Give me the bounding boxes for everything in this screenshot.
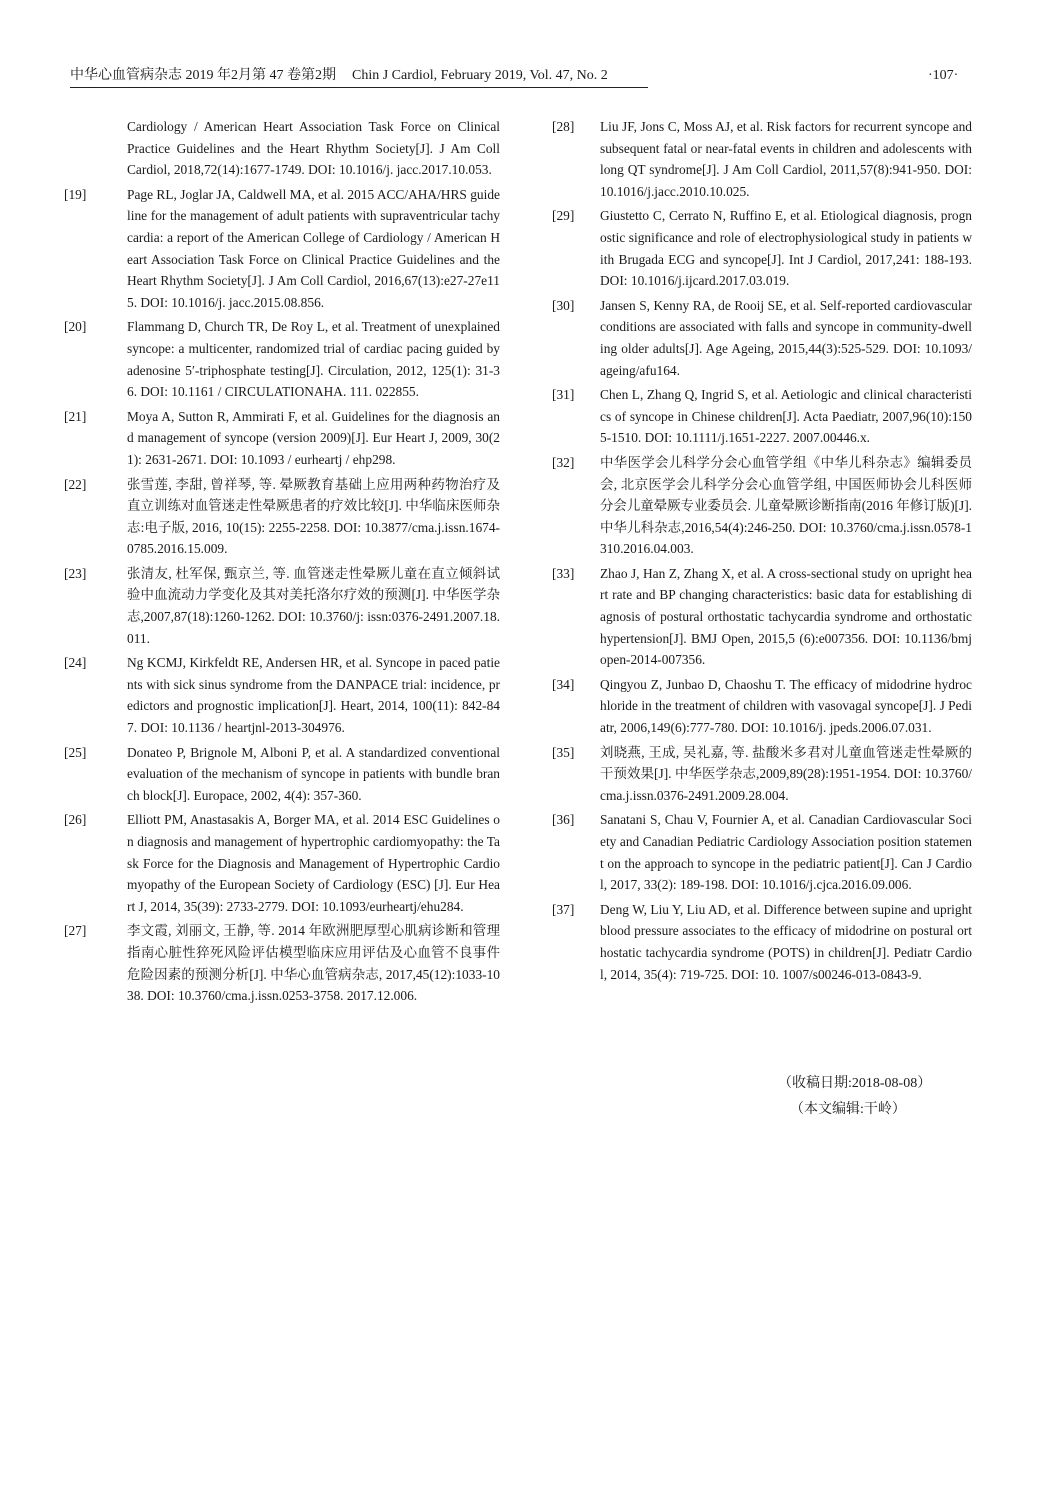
reference-number: [28]: [552, 119, 575, 134]
reference-text: Giustetto C, Cerrato N, Ruffino E, et al. Etiological diagnosis, prognostic significance and role of electrophysiological study in patients with Brugada ECG and syncope[J]. Int J Cardiol, 2017,241: 188-193. DOI: 10.1016/j.ijcard.2017.03.019.: [600, 208, 972, 289]
reference-text: Flammang D, Church TR, De Roy L, et al. Treatment of unexplained syncope: a multicenter, randomized trial of cardiac pacing guided by adenosine 5′-triphosphate testing[J]. Circulation, 2012, 125(1): 31-36. DOI: 10.1161 / CIRCULATIONAHA. 111. 022855.: [127, 319, 500, 400]
reference-number: [20]: [64, 319, 87, 335]
reference-item: [64, 563, 500, 649]
reference-number: [29]: [552, 208, 575, 224]
reference-number: [19]: [64, 186, 87, 202]
reference-text: Elliott PM, Anastasakis A, Borger MA, et al. 2014 ESC Guidelines on diagnosis and management of hypertrophic cardiomyopathy: the Task Force for the Diagnosis and Management of Hypertrophic Cardiomyopathy of the European Society of Cardiology (ESC) [J]. Eur Heart J, 2014, 35(39): 2733-2779. DOI: 10.1093/eurheartj/ehu284.: [127, 812, 500, 914]
reference-text: Zhao J, Han Z, Zhang X, et al. A cross-sectional study on upright heart rate and BP changing characteristics: basic data for establishing diagnosis of postural orthostatic tachycardia syndrome and orthostatic hypertension[J]. BMJ Open, 2015,5 (6):e007356. DOI: 10.1136/bmjopen-2014-007356.: [600, 565, 972, 668]
reference-column-right: [552, 116, 972, 985]
reference-text: 刘晓燕, 王成, 吴礼嘉, 等. 盐酸米多君对儿童血管迷走性晕厥的干预效果[J]. 中华医学杂志,2009,89(28):1951-1954. DOI: 10.3760/cma.j.issn.0376-2491.2009.28.004.: [600, 744, 972, 803]
reference-text: 张清友, 杜军保, 甄京兰, 等. 血管迷走性晕厥儿童在直立倾斜试验中血流动力学变化及其对美托洛尔疗效的预测[J]. 中华医学杂志,2007,87(18):1260-1262. DOI: 10.3760/j: issn:0376-2491.2007.18.011.: [127, 565, 500, 646]
reference-item: [552, 452, 972, 560]
reference-item: [64, 316, 500, 402]
reference-item: [552, 563, 972, 671]
reference-text: Deng W, Liu Y, Liu AD, et al. Difference between supine and upright blood pressure associates to the efficacy of midodrine on postural orthostatic tachycardia syndrome (POTS) in children[J]. Pediatr Cardiol, 2014, 35(4): 719-725. DOI: 10. 1007/s00246-013-0843-9.: [600, 901, 972, 982]
article-editor: （本文编辑:干岭）: [790, 1102, 906, 1117]
reference-number: [32]: [552, 454, 575, 470]
reference-text: 张雪莲, 李甜, 曾祥琴, 等. 晕厥教育基础上应用两种药物治疗及直立训练对血管迷走性晕厥患者的疗效比较[J]. 中华临床医师杂志:电子版, 2016, 10(15): 2255-2258. DOI: 10.3877/cma.j.issn.1674-0785.2016.15.009.: [127, 476, 500, 557]
reference-number: [33]: [552, 565, 575, 581]
reference-number: [27]: [64, 923, 87, 939]
reference-number: [36]: [552, 812, 575, 828]
reference-item: [64, 116, 500, 181]
reference-text: Moya A, Sutton R, Ammirati F, et al. Guidelines for the diagnosis and management of syncope (version 2009)[J]. Eur Heart J, 2009, 30(21): 2631-2671. DOI: 10.1093 / eurheartj / ehp298.: [127, 408, 500, 467]
reference-item: [64, 809, 500, 917]
reference-number: [22]: [64, 476, 87, 492]
reference-number: [21]: [64, 408, 87, 424]
reference-item: [64, 474, 500, 560]
received-date: （收稿日期:2018-08-08）: [778, 1076, 932, 1091]
reference-text: Qingyou Z, Junbao D, Chaoshu T. The efficacy of midodrine hydrochloride in the treatment of children with vasovagal syncope[J]. J Pediatr, 2006,149(6):777-780. DOI: 10.1016/j. jpeds.2006.07.031.: [600, 676, 972, 736]
reference-item: [64, 652, 500, 738]
reference-number: [35]: [552, 744, 575, 760]
reference-item: [64, 406, 500, 471]
reference-item: [552, 295, 972, 381]
reference-number: [37]: [552, 901, 575, 917]
reference-text: 李文霞, 刘丽文, 王静, 等. 2014 年欧洲肥厚型心肌病诊断和管理指南心脏性猝死风险评估模型临床应用评估及心血管不良事件危险因素的预测分析[J]. 中华心血管病杂志, 2017,45(12):1033-1038. DOI: 10.3760/cma.j.issn.0253-3758. 2017.12.006.: [127, 923, 500, 1004]
reference-item: [64, 742, 500, 807]
journal-title-cn: 中华心血管病杂志 2019 年2月第 47 卷第2期: [70, 68, 336, 83]
page-number: ·107·: [928, 68, 959, 83]
reference-text: Ng KCMJ, Kirkfeldt RE, Andersen HR, et al. Syncope in paced patients with sick sinus syndrome from the DANPACE trial: incidence, predictors and prognostic implication[J]. Heart, 2014, 100(11): 842-847. DOI: 10.1136 / heartjnl-2013-304976.: [127, 655, 500, 736]
running-header: [70, 66, 648, 88]
reference-number: [26]: [64, 812, 87, 828]
reference-item: [552, 384, 972, 449]
reference-text: Page RL, Joglar JA, Caldwell MA, et al. 2015 ACC/AHA/HRS guideline for the management of adult patients with supraventricular tachycardia: a report of the American College of Cardiology / American Heart Association Task Force on Clinical Practice Guidelines and the Heart Rhythm Society[J]. J Am Coll Cardiol, 2016,67(13):e27-27e115. DOI: 10.1016/j. jacc.2015.08.856.: [127, 186, 500, 310]
reference-text: Sanatani S, Chau V, Fournier A, et al. Canadian Cardiovascular Society and Canadian Pediatric Cardiology Association position statement on the approach to syncope in the pediatric patient[J]. Can J Cardiol, 2017, 33(2): 189-198. DOI: 10.1016/j.cjca.2016.09.006.: [600, 812, 972, 893]
reference-number: [34]: [552, 676, 575, 692]
reference-text: 中华医学会儿科学分会心血管学组《中华儿科杂志》编辑委员会, 北京医学会儿科学分会心血管学组, 中国医师协会儿科医师分会儿童晕厥专业委员会. 儿童晕厥诊断指南(2016 年修订版)[J]. 中华儿科杂志,2016,54(4):246-250. DOI: 10.3760/cma.j.issn.0578-1310.2016.04.003.: [600, 454, 972, 557]
reference-number: [24]: [64, 655, 87, 671]
reference-number: [25]: [64, 744, 87, 760]
reference-text: Liu JF, Jons C, Moss AJ, et al. Risk factors for recurrent syncope and subsequent fatal or near-fatal events in children and adolescents with long QT syndrome[J]. J Am Coll Cardiol, 2011,57(8):941-950. DOI: 10.1016/j.jacc.2010.10.025.: [600, 119, 972, 199]
reference-item: [64, 920, 500, 1006]
reference-number: [31]: [552, 387, 575, 403]
reference-text: Cardiology / American Heart Association Task Force on Clinical Practice Guidelines and the Heart Rhythm Society[J]. J Am Coll Cardiol, 2018,72(14):1677-1749. DOI: 10.1016/j. jacc.2017.10.053.: [127, 119, 500, 178]
reference-item: [552, 742, 972, 807]
reference-item: [552, 899, 972, 985]
reference-item: [552, 674, 972, 739]
reference-item: [552, 116, 972, 202]
reference-column-left: [64, 116, 500, 1007]
reference-item: [552, 205, 972, 291]
reference-text: Donateo P, Brignole M, Alboni P, et al. A standardized conventional evaluation of the mechanism of syncope in patients with bundle branch block[J]. Europace, 2002, 4(4): 357-360.: [127, 744, 500, 803]
reference-number: [23]: [64, 565, 87, 581]
reference-item: [64, 184, 500, 314]
reference-item: [552, 809, 972, 895]
reference-number: [30]: [552, 297, 575, 313]
journal-title-en: Chin J Cardiol, February 2019, Vol. 47, No. 2: [352, 68, 608, 83]
reference-text: Jansen S, Kenny RA, de Rooij SE, et al. Self-reported cardiovascular conditions are associated with falls and syncope in community-dwelling older adults[J]. Age Ageing, 2015,44(3):525-529. DOI: 10.1093/ageing/afu164.: [600, 297, 972, 378]
reference-text: Chen L, Zhang Q, Ingrid S, et al. Aetiologic and clinical characteristics of syncope in Chinese children[J]. Acta Paediatr, 2007,96(10):1505-1510. DOI: 10.1111/j.1651-2227. 2007.00446.x.: [600, 387, 972, 446]
